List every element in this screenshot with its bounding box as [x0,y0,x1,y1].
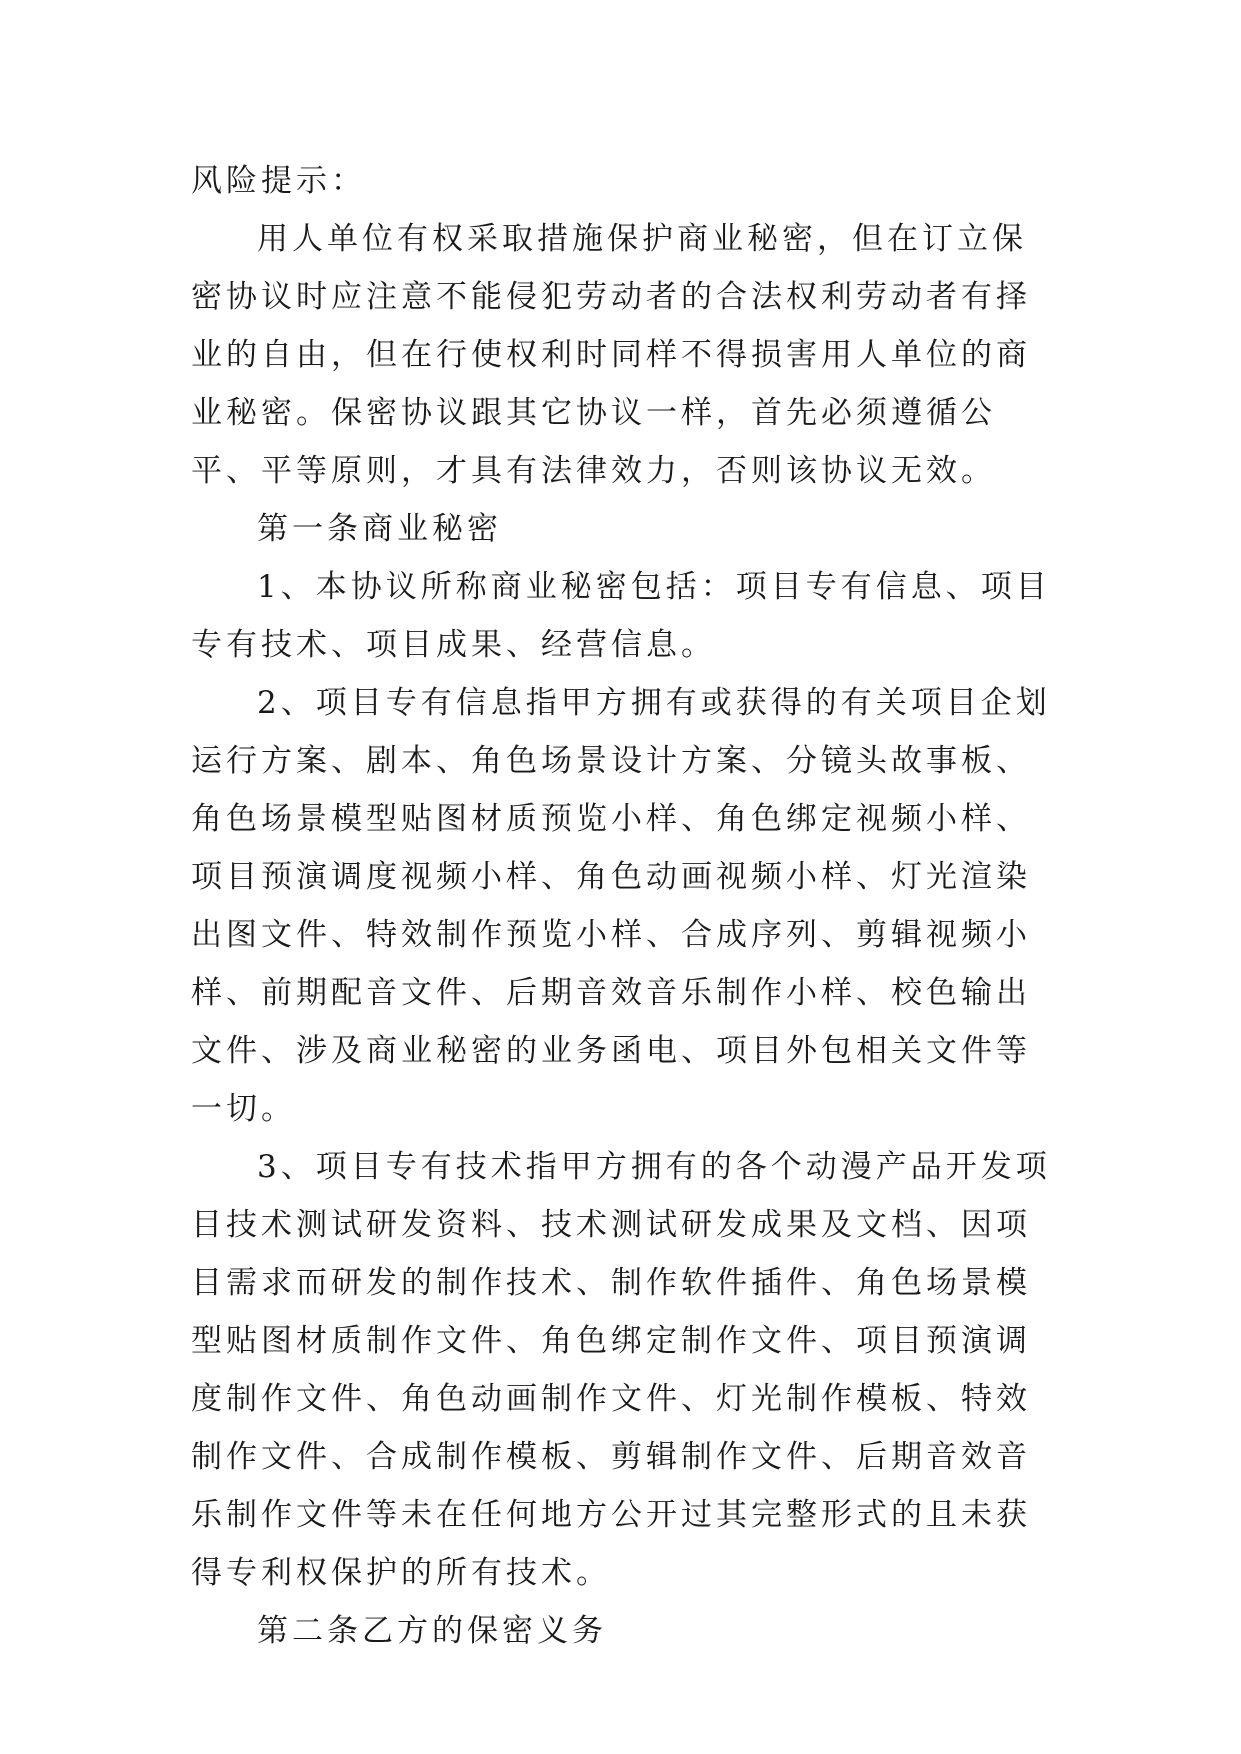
article-2-heading: 第二条乙方的保密义务 [257,1613,607,1649]
risk-paragraph: 用人单位有权采取措施保护商业秘密，但在订立保密协议时应注意不能侵犯劳动者的合法权利劳动者有择业的自由，但在行使权利时同样不得损害用人单位的商业秘密。保密协议跟其它协议一样，首先必须遵循公平、平等原则，才具有法律效力，否则该协议无效。 [191,221,1031,489]
clause-3-paragraph: 3、项目专有技术指甲方拥有的各个动漫产品开发项目技术测试研发资料、技术测试研发成果及文档、因项目需求而研发的制作技术、制作软件插件、角色场景模型贴图材质制作文件、角色绑定制作文件、项目预演调度制作文件、角色动画制作文件、灯光制作模板、特效制作文件、合成制作模板、剪辑制作文件、后期音效音乐制作文件等未在任何地方公开过其完整形式的且未获得专利权保护的所有技术。 [191,1149,1051,1591]
risk-title: 风险提示： [191,163,366,199]
clause-2-paragraph: 2、项目专有信息指甲方拥有或获得的有关项目企划运行方案、剧本、角色场景设计方案、分镜头故事板、角色场景模型贴图材质预览小样、角色绑定视频小样、项目预演调度视频小样、角色动画视频小样、灯光渲染出图文件、特效制作预览小样、合成序列、剪辑视频小样、前期配音文件、后期音效音乐制作小样、校色输出文件、涉及商业秘密的业务函电、项目外包相关文件等一切。 [191,685,1051,1127]
article-1-heading: 第一条商业秘密 [257,511,502,547]
document-body [191,152,1055,1660]
clause-1-paragraph: 1、本协议所称商业秘密包括：项目专有信息、项目专有技术、项目成果、经营信息。 [191,569,1051,663]
